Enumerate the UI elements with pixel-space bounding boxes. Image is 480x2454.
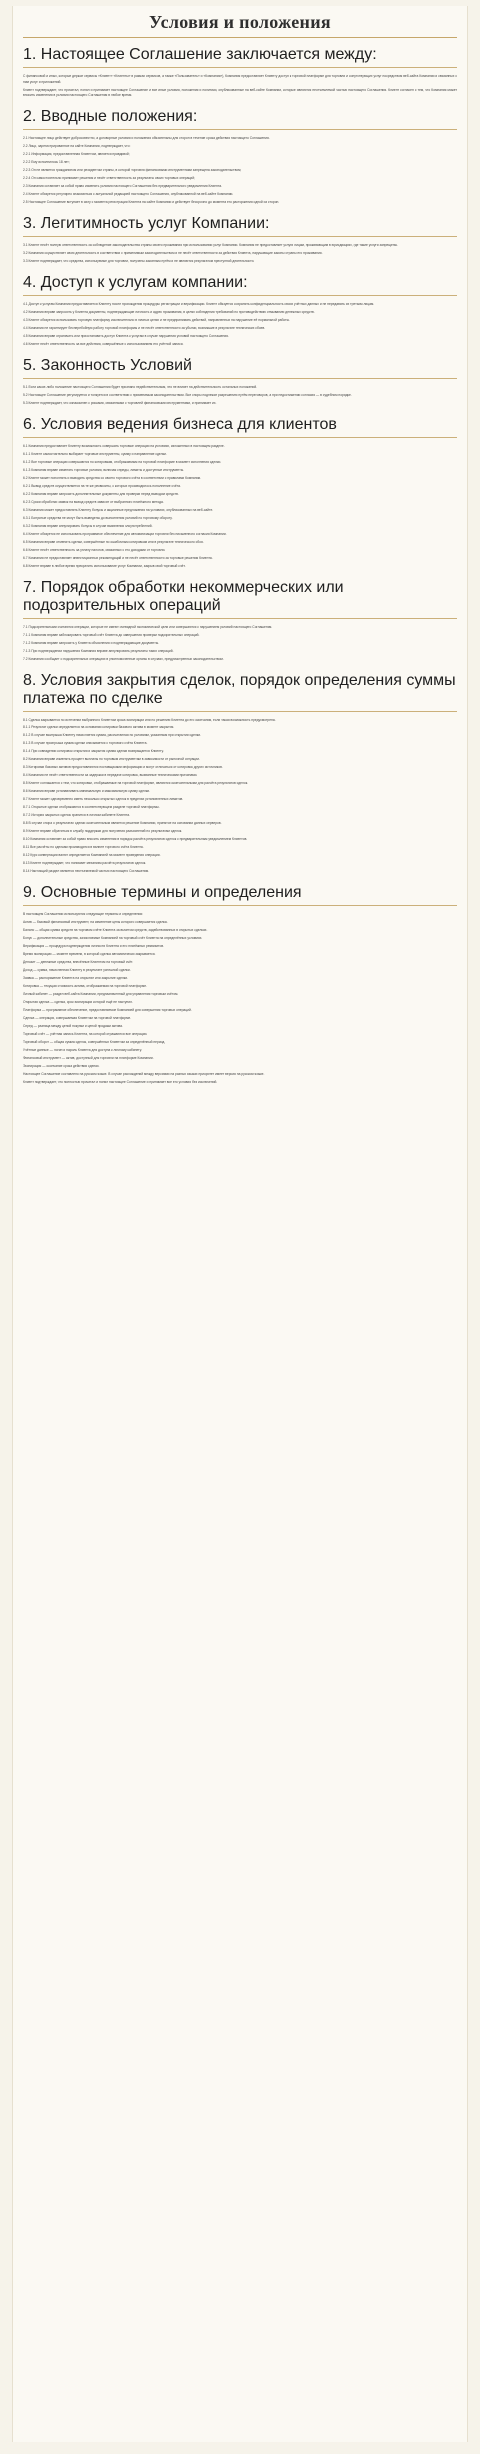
clause-paragraph: 2.2 Лицо, зарегистрированное на сайте Компании, подтверждает, что: — [23, 144, 131, 149]
section-divider — [23, 67, 457, 68]
section-6 — [23, 416, 457, 577]
section-divider — [23, 618, 457, 619]
clause-paragraph: Финансовый инструмент — актив, доступный для торговли на платформе Компании. — [23, 1055, 154, 1060]
clause-paragraph: 8.7 Клиент может одновременно иметь несколько открытых сделок в пределах установленных лимитов. — [23, 797, 184, 802]
clause-paragraph: 8.2 Компания вправе изменять процент выплаты по торговым инструментам в зависимости от рыночной ситуации. — [23, 757, 200, 762]
terms-page — [12, 6, 468, 2442]
clause-paragraph: Торговый счёт — учётная запись Клиента, на которой отражаются все операции. — [23, 1031, 148, 1036]
clause-paragraph: 6.2.1 Вывод средств осуществляется на те же реквизиты, с которых производилось пополнение счёта. — [23, 483, 181, 488]
section-gap — [23, 665, 457, 670]
section-heading: 6. Условия ведения бизнеса для клиентов — [23, 415, 337, 433]
clause-paragraph: 8.13 Клиент подтверждает, что понимает механизм расчёта результатов сделок. — [23, 861, 147, 866]
clause-paragraph: 8.4 Компания не несёт ответственности за задержки в передаче котировок, вызванные техническими причинами. — [23, 773, 198, 778]
section-divider — [23, 295, 457, 296]
clause-paragraph: 6.1.3 Компания вправе изменять торговые условия, включая спреды, лимиты и доступные инструменты. — [23, 467, 185, 472]
clause-paragraph: 8.8 В случае спора о результатах сделки окончательным является решение Компании, принятое на основании данных серверов. — [23, 821, 222, 826]
clause-paragraph: Настоящее Соглашение составлено на русском языке. В случае расхождений между версиями на разных языках приоритет имеет версия на русском языке. — [23, 1071, 265, 1076]
clause-paragraph: Верификация — процедура подтверждения личности Клиента и его платёжных реквизитов. — [23, 944, 165, 949]
clause-paragraph: 4.3 Клиент обязуется использовать торговую платформу исключительно в личных целях и не предпринимать действий, направленных на нарушение её нормальной работы. — [23, 317, 290, 322]
section-gap — [23, 350, 457, 355]
clause-paragraph: Баланс — общая сумма средств на торговом счёте Клиента за вычетом средств, задействованных в открытых сделках. — [23, 928, 208, 933]
clause-paragraph: 6.2.3 Сроки обработки заявок на вывод средств зависят от выбранного платёжного метода. — [23, 499, 164, 504]
clause-paragraph: 8.10 Компания оставляет за собой право вносить изменения в порядок расчёта результатов сделок с предварительным уведомлением Клиентов. — [23, 837, 248, 842]
clause-paragraph: 2.1 Настоящее лицо действует добросовестно, а договорные условия и положения обязательны для сторон в течение срока действия настоящего Соглашения. — [23, 136, 270, 141]
section-divider — [23, 711, 457, 712]
section-1 — [23, 46, 457, 106]
clause-paragraph: 5.1 Если какое-либо положение настоящего Соглашения будет признано недействительным, это не влияет на действительность остальных положений. — [23, 384, 258, 389]
clause-paragraph: 6.8 Клиент вправе в любое время прекратить использование услуг Компании, закрыв свой торговый счёт. — [23, 563, 186, 568]
clause-paragraph: 8.3 Котировки базовых активов предоставляются поставщиками информации и могут отличаться от котировок других источников. — [23, 765, 223, 770]
section-heading: 4. Доступ к услугам компании: — [23, 273, 248, 291]
clause-paragraph: Заявка — распоряжение Клиента на открытие или закрытие сделки. — [23, 976, 128, 981]
clause-paragraph: 6.3 Компания может предоставлять Клиенту бонусы и акционные предложения на условиях, опубликованных на веб-сайте. — [23, 507, 214, 512]
clause-paragraph: 3.2 Компания осуществляет свою деятельность в соответствии с применимым законодательством и не несёт ответственности за действия Клиента, нарушающие законы страны его проживания. — [23, 251, 323, 255]
clause-paragraph: 4.1 Доступ к услугам Компании предоставляется Клиенту после прохождения процедуры регистрации и верификации. Клиент обязуется сохранять конфиденциальность своих учётных данных и не передавать их третьим лицам. — [23, 301, 375, 306]
section-heading: 1. Настоящее Соглашение заключается между: — [23, 46, 377, 63]
clause-paragraph: Личный кабинет — раздел веб-сайта Компании, предназначенный для управления торговым счётом. — [23, 992, 179, 997]
clause-paragraph: 7.1 Подозрительными считаются операции, которые не имеют очевидной экономической цели или совершаются с нарушением условий настоящего Соглашения. — [23, 624, 273, 629]
clause-paragraph: 8.1 Сделка закрывается по истечении выбранного Клиентом срока экспирации или по решению Клиента до его окончания, если такая возможность предусмотрена. — [23, 717, 276, 722]
section-divider — [23, 236, 457, 237]
clause-paragraph: Доход — сумма, начисленная Клиенту в результате успешной сделки. — [23, 968, 131, 973]
section-divider — [23, 378, 457, 379]
section-heading: 9. Основные термины и определения — [23, 884, 302, 902]
section-7 — [23, 579, 457, 670]
clause-paragraph: 6.7 Компания не предоставляет инвестиционных рекомендаций и не несёт ответственности за торговые решения Клиента. — [23, 555, 213, 560]
clause-paragraph: Торговый оборот — общая сумма сделок, совершённых Клиентом за определённый период. — [23, 1039, 166, 1044]
clause-paragraph: 6.6 Клиент несёт ответственность за уплату налогов, связанных с его доходами от торговли. — [23, 547, 166, 552]
clause-paragraph: 8.6 Компания вправе устанавливать минимальную и максимальную сумму сделки. — [23, 789, 151, 794]
clause-paragraph: Сделка — операция, совершаемая Клиентом на торговой платформе. — [23, 1015, 132, 1020]
clause-paragraph: 8.14 Настоящий раздел является неотъемлемой частью настоящего Соглашения. — [23, 869, 150, 874]
clause-paragraph: Спред — разница между ценой покупки и ценой продажи актива. — [23, 1023, 123, 1028]
clause-paragraph: 4.5 Компания вправе ограничить или приостановить доступ Клиента к услугам в случае нарушения условий настоящего Соглашения. — [23, 333, 229, 338]
clause-paragraph: 2.5 Настоящее Соглашение вступает в силу с момента регистрации Клиента на сайте Компании и действует бессрочно до момента его расторжения одной из сторон. — [23, 200, 280, 205]
section-gap — [23, 208, 457, 213]
clause-paragraph: 8.1.4 При совпадении котировок открытия и закрытия сумма сделки возвращается Клиенту. — [23, 749, 164, 754]
clause-paragraph: 2.2.2 Ему исполнилось 18 лет; — [23, 160, 70, 165]
clause-paragraph: Платформа — программное обеспечение, предоставляемое Компанией для совершения торговых операций. — [23, 1008, 192, 1012]
clause-paragraph: 8.12 Курс конвертации валют определяется Компанией на момент проведения операции. — [23, 853, 161, 858]
clause-paragraph: 7.1.1 Компания вправе заблокировать торговый счёт Клиента до завершения проверки подозрительных операций. — [23, 632, 200, 637]
section-gap — [23, 1088, 457, 1093]
section-divider — [23, 437, 457, 438]
section-divider — [23, 129, 457, 130]
clause-paragraph: 6.1 Компания предоставляет Клиенту возможность совершать торговые операции на условиях, изложенных в настоящем разделе. — [23, 443, 225, 448]
section-gap — [23, 877, 457, 882]
clause-paragraph: С финансовой и иных, которые держат сервисы «Клиент» «Клиенты» в рамках сервисов, а также «Пользователь» и «Компания»), Компания предоставляет Клиенту доступ к торговой платформе для торговли и сопутствующих услуг посредством веб-сайта Компании и связанных с ним услуг и приложений. — [23, 74, 457, 84]
clause-paragraph: 2.4 Клиент обязуется регулярно знакомиться с актуальной редакцией настоящего Соглашения, опубликованной на веб-сайте Компании. — [23, 192, 234, 197]
section-heading: 5. Законность Условий — [23, 356, 192, 374]
clause-paragraph: 5.3 Клиент подтверждает, что ознакомлен с рисками, связанными с торговлей финансовыми инструментами, и принимает их. — [23, 400, 217, 405]
section-gap — [23, 409, 457, 414]
section-5 — [23, 357, 457, 414]
clause-paragraph: Бонус — дополнительные средства, зачисляемые Компанией на торговый счёт Клиента на определённых условиях. — [23, 936, 203, 941]
clause-paragraph: Учётные данные — логин и пароль Клиента для доступа к личному кабинету. — [23, 1047, 142, 1052]
section-gap — [23, 101, 457, 106]
sections-container — [23, 46, 457, 1093]
section-2 — [23, 108, 457, 213]
section-heading: 7. Порядок обработки некоммерческих или подозрительных операций — [23, 578, 344, 614]
section-gap — [23, 572, 457, 577]
clause-paragraph: 5.2 Настоящее Соглашение регулируется и толкуется в соответствии с применимым законодательством. Все споры подлежат разрешению путём переговоров, а при недостижении согласия — в судебном порядке. — [23, 392, 352, 397]
clause-paragraph: 6.3.1 Бонусные средства не могут быть выведены до выполнения условий по торговому обороту. — [23, 515, 173, 520]
clause-paragraph: Экспирация — окончание срока действия сделки. — [23, 1063, 100, 1068]
page-title: Условия и положения — [149, 12, 331, 32]
clause-paragraph: 8.11 Все расчёты по сделкам производятся в валюте торгового счёта Клиента. — [23, 845, 144, 850]
clause-paragraph: 8.1.2 В случае выигрыша Клиенту начисляется сумма, рассчитанная по условиям, указанным при открытии сделки. — [23, 733, 201, 738]
clause-paragraph: 2.3 Компания оставляет за собой право изменять условия настоящего Соглашения без предварительного уведомления Клиента. — [23, 184, 223, 189]
clause-paragraph: 6.2.2 Компания вправе запросить дополнительные документы для проверки перед выводом средств. — [23, 491, 179, 496]
clause-paragraph: 4.2 Компания вправе запросить у Клиента документы, подтверждающие личность и адрес проживания, в целях соблюдения требований по противодействию отмыванию денежных средств. — [23, 309, 315, 314]
clause-paragraph: Клиент подтверждает, что прочитал, понял и принимает настоящее Соглашение и все иные условия, положения и политики, опубликованные на веб-сайте Компании, которые являются неотъемлемой частью настоящего Соглашения. Клиент согласен с тем, что Компания может вносить изменения в условия настоящего Соглашения в любое время. — [23, 87, 457, 98]
section-heading: 2. Вводные положения: — [23, 108, 198, 126]
clause-paragraph: Открытая сделка — сделка, срок экспирации которой ещё не наступил. — [23, 1000, 133, 1005]
clause-paragraph: Время экспирации — момент времени, в который сделка автоматически закрывается. — [23, 952, 156, 957]
section-4 — [23, 274, 457, 355]
section-gap — [23, 267, 457, 272]
clause-paragraph: 3.3 Клиент подтверждает, что средства, используемые для торговли, получены законным путём и не являются результатом преступной деятельности. — [23, 258, 255, 263]
clause-paragraph: 8.5 Клиент соглашается с тем, что котировки, отображаемые на торговой платформе, являются окончательными для расчёта результатов сделок. — [23, 781, 249, 786]
section-heading: 3. Легитимность услуг Компании: — [23, 215, 270, 233]
section-9 — [23, 884, 457, 1093]
clause-paragraph: 4.6 Клиент несёт ответственность за все действия, совершённые с использованием его учётной записи. — [23, 341, 184, 346]
clause-paragraph: 4.4 Компания не гарантирует бесперебойную работу торговой платформы и не несёт ответственности за убытки, возникшие в результате технических сбоев. — [23, 325, 266, 330]
clause-paragraph: Актив — базовый финансовый инструмент, на изменение цены которого совершается сделка. — [23, 920, 168, 925]
clause-paragraph: 6.1.1 Клиент самостоятельно выбирает торговые инструменты, сумму и направление сделки. — [23, 451, 167, 456]
section-8 — [23, 672, 457, 883]
section-heading: 8. Условия закрытия сделок, порядок определения суммы платежа по сделке — [23, 671, 456, 707]
clause-paragraph: 7.1.2 Компания вправе запросить у Клиента объяснения и подтверждающие документы. — [23, 640, 160, 645]
clause-paragraph: 2.2.4 Он самостоятельно принимает решения и несёт ответственность за результаты своих торговых операций; — [23, 176, 195, 181]
clause-paragraph: 6.2 Клиент может пополнять и выводить средства со своего торгового счёта в соответствии с правилами Компании. — [23, 475, 202, 480]
clause-paragraph: Котировка — текущая стоимость актива, отображаемая на торговой платформе. — [23, 984, 147, 989]
clause-paragraph: 7.2 Компания сообщает о подозрительных операциях в уполномоченные органы в случаях, предусмотренных законодательством. — [23, 656, 224, 661]
clause-paragraph: В настоящем Соглашении используются следующие термины и определения: — [23, 912, 144, 917]
clause-paragraph: 6.3.2 Компания вправе аннулировать бонусы в случае выявления злоупотреблений. — [23, 523, 153, 528]
clause-paragraph: Депозит — денежные средства, внесённые Клиентом на торговый счёт. — [23, 960, 134, 965]
clause-paragraph: 6.4 Клиент обязуется не использовать программное обеспечение для автоматизации торговли без письменного согласия Компании. — [23, 531, 227, 536]
clause-paragraph: 8.1.1 Результат сделки определяется на основании котировки базового актива в момент закрытия. — [23, 725, 175, 730]
clause-paragraph: 7.1.3 При подтверждении нарушения Компания вправе аннулировать результаты таких операций. — [23, 648, 174, 653]
title-divider — [23, 37, 457, 38]
clause-paragraph: 2.2.1 Информация, предоставленная Клиентом, является правдивой; — [23, 152, 130, 157]
clause-paragraph: 8.1.3 В случае проигрыша сумма сделки списывается с торгового счёта Клиента. — [23, 741, 148, 746]
section-3 — [23, 215, 457, 272]
clause-paragraph: 6.5 Компания вправе отменить сделки, совершённые по ошибочным котировкам или в результате технического сбоя. — [23, 539, 204, 544]
clause-paragraph: 6.1.2 Все торговые операции совершаются по котировкам, отображаемым на торговой платформе в момент исполнения сделки. — [23, 459, 222, 464]
clause-paragraph: 8.7.1 Открытые сделки отображаются в соответствующем разделе торговой платформы. — [23, 805, 160, 810]
clause-paragraph: 3.1 Клиент несёт полную ответственность за соблюдение законодательства страны своего проживания при использовании услуг Компании. Компания не предоставляет услуги лицам, проживающим в юрисдикциях, где такие услуги запрещены. — [23, 243, 398, 248]
clause-paragraph: 8.7.2 История закрытых сделок хранится в личном кабинете Клиента. — [23, 813, 131, 818]
clause-paragraph: 2.2.3 Он не является гражданином или резидентом страны, в которой торговля финансовыми инструментами запрещена законодательством; — [23, 168, 242, 173]
section-divider — [23, 905, 457, 906]
clause-paragraph: 8.9 Клиент вправе обратиться в службу поддержки для получения разъяснений по результатам сделок. — [23, 829, 183, 834]
clause-paragraph: Клиент подтверждает, что полностью прочитал и понял настоящее Соглашение и принимает все его условия без исключений. — [23, 1079, 218, 1084]
